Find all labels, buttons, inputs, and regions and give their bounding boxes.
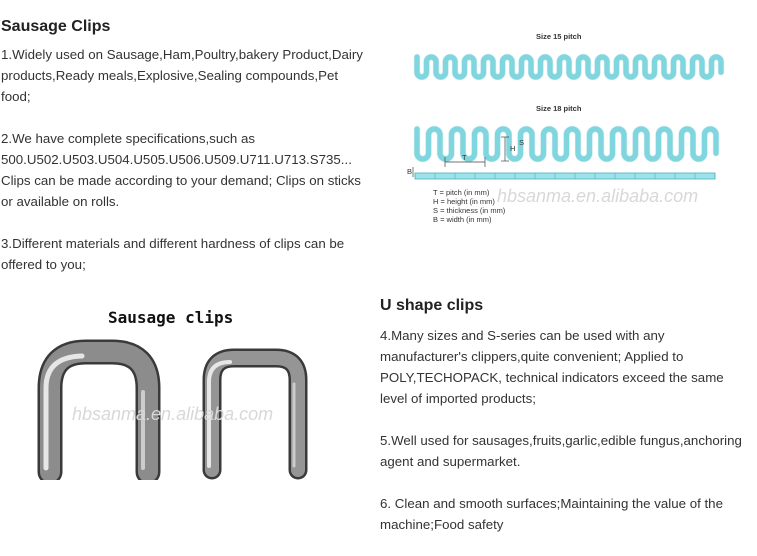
paragraph-2: 2.We have complete specifications,such as 500.U502.U503.U504.U505.U506.U509.U711.U713.S735... Clips can be made according to your demand; Clips on sticks or available on rolls. [1,131,361,209]
legend-line-3: S = thickness (in mm) [433,206,506,215]
paragraph-1: 1.Widely used on Sausage,Ham,Poultry,bakery Product,Dairy products,Ready meals,Explosive,Sealing compounds,Pet food; [1,47,363,104]
paragraph-4: 4.Many sizes and S-series can be used with any manufacturer's clippers,quite convenient; Applied to POLY,TECHOPACK, technical indicators exceed the same level of imported products; [380,328,724,406]
diagram-watermark: hbsanma.en.alibaba.com [497,186,699,206]
photo-caption: Sausage clips [108,308,234,327]
section-title-u-shape-clips: U shape clips [380,297,484,314]
section-title-sausage-clips: Sausage Clips [1,18,111,35]
u-clips-photo [30,300,340,480]
dim-b-label: B [407,167,413,176]
section-sausage-clips [1,17,369,296]
clip-pitch-diagram [405,27,725,235]
paragraph-5: 5.Well used for sausages,fruits,garlic,edible fungus,anchoring agent and supermarket. [380,433,742,469]
paragraph-6: 6. Clean and smooth surfaces;Maintaining the value of the machine;Food safety [380,496,723,532]
photo-watermark: hbsanma.en.alibaba.com [72,404,274,424]
size15-wire [417,57,721,77]
legend-line-4: B = width (in mm) [433,215,492,224]
dim-h-label: H [510,144,516,153]
flat-strip [415,173,715,179]
dim-s-label: S [519,138,525,147]
u-clips-svg [30,300,340,480]
legend-line-2: H = height (in mm) [433,197,495,206]
size18-label: Size 18 pitch [536,104,582,113]
pitch-diagram-svg [405,27,725,235]
section-u-shape-clips [380,296,752,556]
legend-line-1: T = pitch (in mm) [433,188,490,197]
size15-label: Size 15 pitch [536,32,582,41]
dim-t-label: T [462,153,467,162]
paragraph-3: 3.Different materials and different hardness of clips can be offered to you; [1,236,345,272]
flat-strip-bar [415,173,715,179]
